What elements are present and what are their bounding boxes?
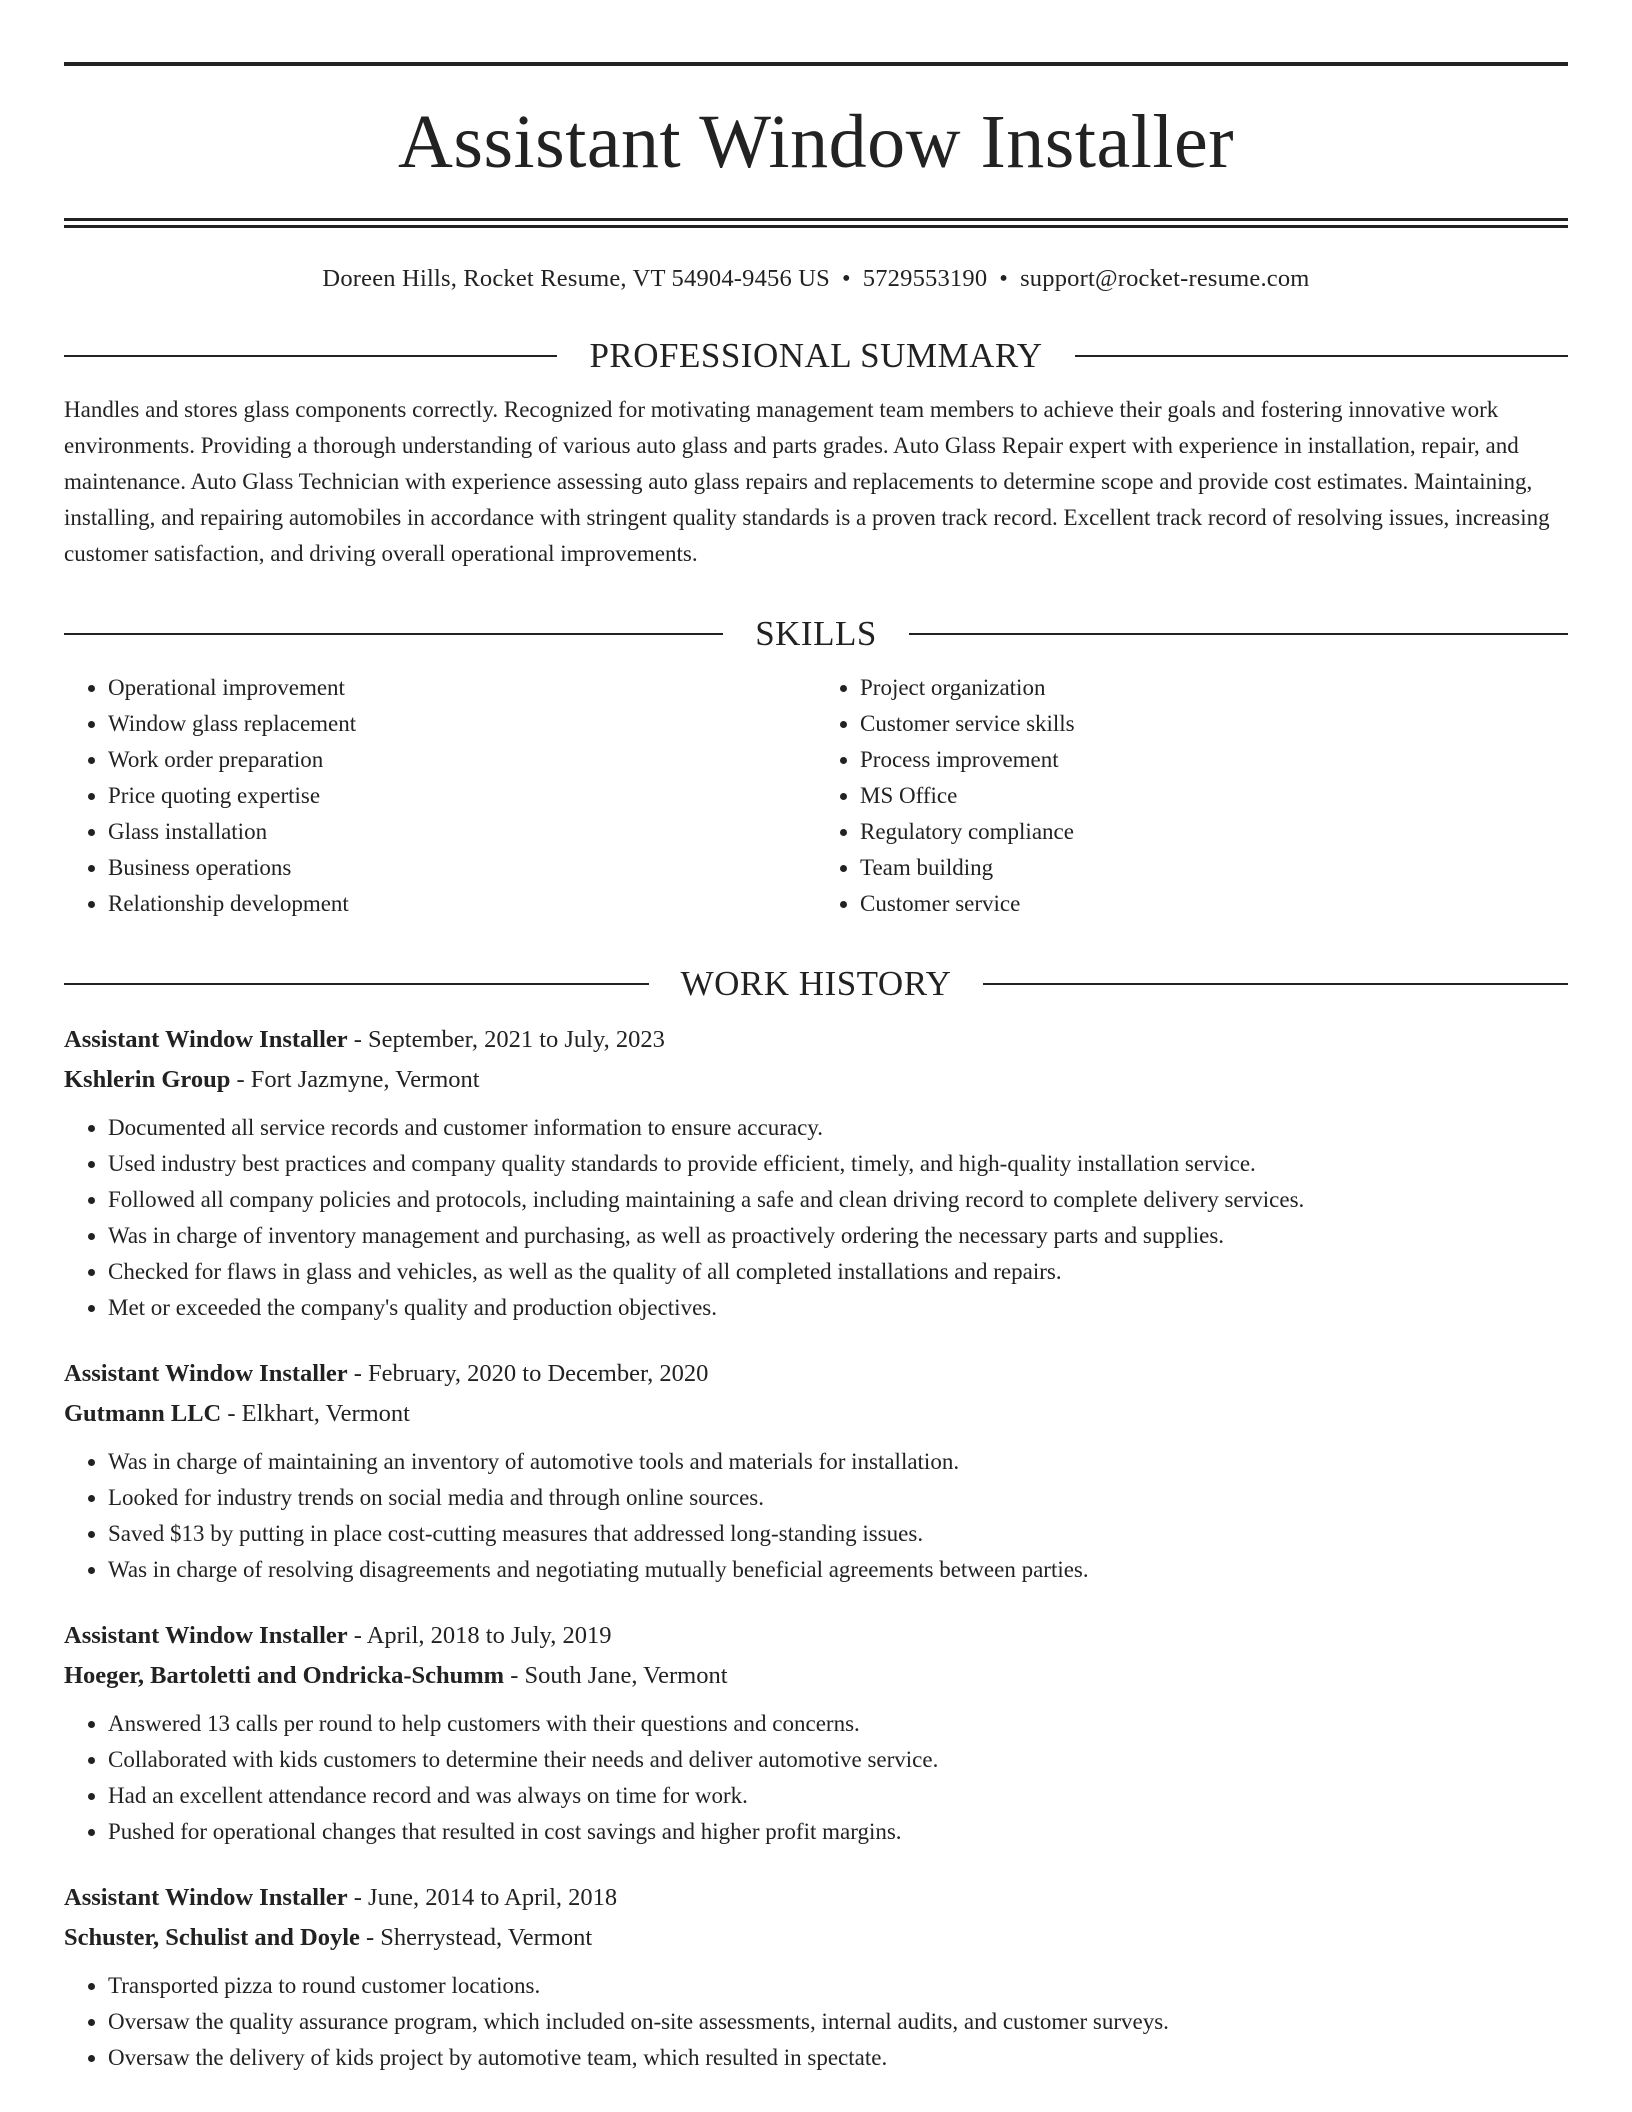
job-bullets (64, 1444, 1568, 1588)
job-company: Gutmann LLC (64, 1400, 222, 1427)
job-title: Assistant Window Installer (64, 1884, 348, 1911)
skill-item: • Project organization (860, 670, 1568, 706)
job-bullet: • Was in charge of inventory management and purchasing, as well as proactively ordering the necessary parts and supplies. (108, 1218, 1568, 1254)
job-company: Kshlerin Group (64, 1066, 231, 1093)
section-header-summary (64, 334, 1568, 378)
job-title-line (64, 1878, 1568, 1918)
section-rule-left (64, 355, 557, 357)
job-title: Assistant Window Installer (64, 1360, 348, 1387)
job-title-line (64, 1354, 1568, 1394)
job-location: - South Jane, Vermont (504, 1662, 728, 1689)
skill-item: • Window glass replacement (108, 706, 816, 742)
job-bullet: • Was in charge of maintaining an inventory of automotive tools and materials for installation. (108, 1444, 1568, 1480)
section-rule-right (909, 633, 1568, 635)
job-bullet: • Followed all company policies and protocols, including maintaining a safe and clean driving record to complete delivery services. (108, 1182, 1568, 1218)
job-entry (64, 1354, 1568, 1588)
job-company: Hoeger, Bartoletti and Ondricka-Schumm (64, 1662, 505, 1689)
section-rule-left (64, 983, 649, 985)
job-bullet: • Had an excellent attendance record and was always on time for work. (108, 1778, 1568, 1814)
skills-column-right (816, 670, 1568, 922)
contact-separator: • (999, 265, 1009, 292)
job-company: Schuster, Schulist and Doyle (64, 1924, 360, 1951)
job-title-line (64, 1616, 1568, 1656)
job-entry (64, 1878, 1568, 2076)
job-bullet: • Met or exceeded the company's quality and production objectives. (108, 1290, 1568, 1326)
job-title: Assistant Window Installer (64, 1622, 348, 1649)
resume-title: Assistant Window Installer (397, 100, 1234, 184)
skill-item: • Relationship development (108, 886, 816, 922)
job-bullet: • Looked for industry trends on social media and through online sources. (108, 1480, 1568, 1516)
job-bullet: • Pushed for operational changes that resulted in cost savings and higher profit margins. (108, 1814, 1568, 1850)
job-bullet: • Oversaw the quality assurance program, which included on-site assessments, internal audits, and customer surveys. (108, 2004, 1568, 2040)
job-bullet: • Saved $13 by putting in place cost-cutting measures that addressed long-standing issues. (108, 1516, 1568, 1552)
job-bullet: • Oversaw the delivery of kids project by automotive team, which resulted in spectate. (108, 2040, 1568, 2076)
contact-email[interactable]: support@rocket-resume.com (1020, 265, 1310, 292)
skill-item: • Work order preparation (108, 742, 816, 778)
skills-column-left (64, 670, 816, 922)
section-title-summary: PROFESSIONAL SUMMARY (589, 336, 1043, 375)
job-title: Assistant Window Installer (64, 1026, 348, 1053)
skill-item: • Regulatory compliance (860, 814, 1568, 850)
job-bullet: • Used industry best practices and company quality standards to provide efficient, timely, and high-quality installation service. (108, 1146, 1568, 1182)
contact-phone[interactable]: 5729553190 (862, 265, 988, 292)
job-dates: - September, 2021 to July, 2023 (347, 1026, 665, 1053)
job-dates: - February, 2020 to December, 2020 (347, 1360, 709, 1387)
job-company-line (64, 1060, 1568, 1100)
skill-item: • Business operations (108, 850, 816, 886)
header-double-rule (64, 218, 1568, 228)
skill-item: • Process improvement (860, 742, 1568, 778)
skill-item: • MS Office (860, 778, 1568, 814)
job-bullets (64, 1706, 1568, 1850)
contact-separator: • (842, 265, 851, 292)
section-rule-right (983, 983, 1568, 985)
job-dates: - June, 2014 to April, 2018 (347, 1884, 618, 1911)
skill-item: • Glass installation (108, 814, 816, 850)
job-bullet: • Was in charge of resolving disagreements and negotiating mutually beneficial agreements between parties. (108, 1552, 1568, 1588)
job-location: - Elkhart, Vermont (221, 1400, 410, 1427)
job-bullet: • Transported pizza to round customer locations. (108, 1968, 1568, 2004)
skill-item: • Operational improvement (108, 670, 816, 706)
skill-item: • Customer service skills (860, 706, 1568, 742)
section-header-skills (64, 612, 1568, 656)
header-top-rule (64, 62, 1568, 66)
job-bullets (64, 1968, 1568, 2076)
section-rule-left (64, 633, 723, 635)
section-title-skills: SKILLS (755, 614, 877, 653)
skill-item: • Price quoting expertise (108, 778, 816, 814)
job-entry (64, 1020, 1568, 1326)
job-dates: - April, 2018 to July, 2019 (347, 1622, 612, 1649)
job-company-line (64, 1394, 1568, 1434)
job-bullet: • Documented all service records and customer information to ensure accuracy. (108, 1110, 1568, 1146)
job-entry (64, 1616, 1568, 1850)
skill-item: • Team building (860, 850, 1568, 886)
contact-address: Doreen Hills, Rocket Resume, VT 54904-9456 US (322, 265, 830, 292)
resume-page (64, 62, 1568, 2076)
summary-paragraph: Handles and stores glass components correctly. Recognized for motivating management team members to achieve their goals and fostering innovative work environments. Providing a thorough understanding of various auto glass and parts grades. Auto Glass Repair expert with experience in installation, repair, and maintenance. Auto Glass Technician with experience assessing auto glass repairs and replacements to determine scope and provide cost estimates. Maintaining, installing, and repairing automobiles in accordance with stringent quality standards is a proven track record. Excellent track record of resolving issues, increasing customer satisfaction, and driving overall operational improvements. (64, 397, 1550, 566)
job-title-line (64, 1020, 1568, 1060)
job-location: - Sherrystead, Vermont (359, 1924, 593, 1951)
contact-line (64, 264, 1568, 294)
job-bullet: • Answered 13 calls per round to help customers with their questions and concerns. (108, 1706, 1568, 1742)
job-bullet: • Checked for flaws in glass and vehicles, as well as the quality of all completed installations and repairs. (108, 1254, 1568, 1290)
skills-list (64, 670, 1568, 922)
section-header-work (64, 962, 1568, 1006)
job-bullet: • Collaborated with kids customers to determine their needs and deliver automotive service. (108, 1742, 1568, 1778)
job-bullets (64, 1110, 1568, 1326)
job-company-line (64, 1918, 1568, 1958)
job-company-line (64, 1656, 1568, 1696)
skill-item: • Customer service (860, 886, 1568, 922)
section-title-work: WORK HISTORY (680, 964, 952, 1003)
job-location: - Fort Jazmyne, Vermont (230, 1066, 480, 1093)
section-rule-right (1075, 355, 1568, 357)
